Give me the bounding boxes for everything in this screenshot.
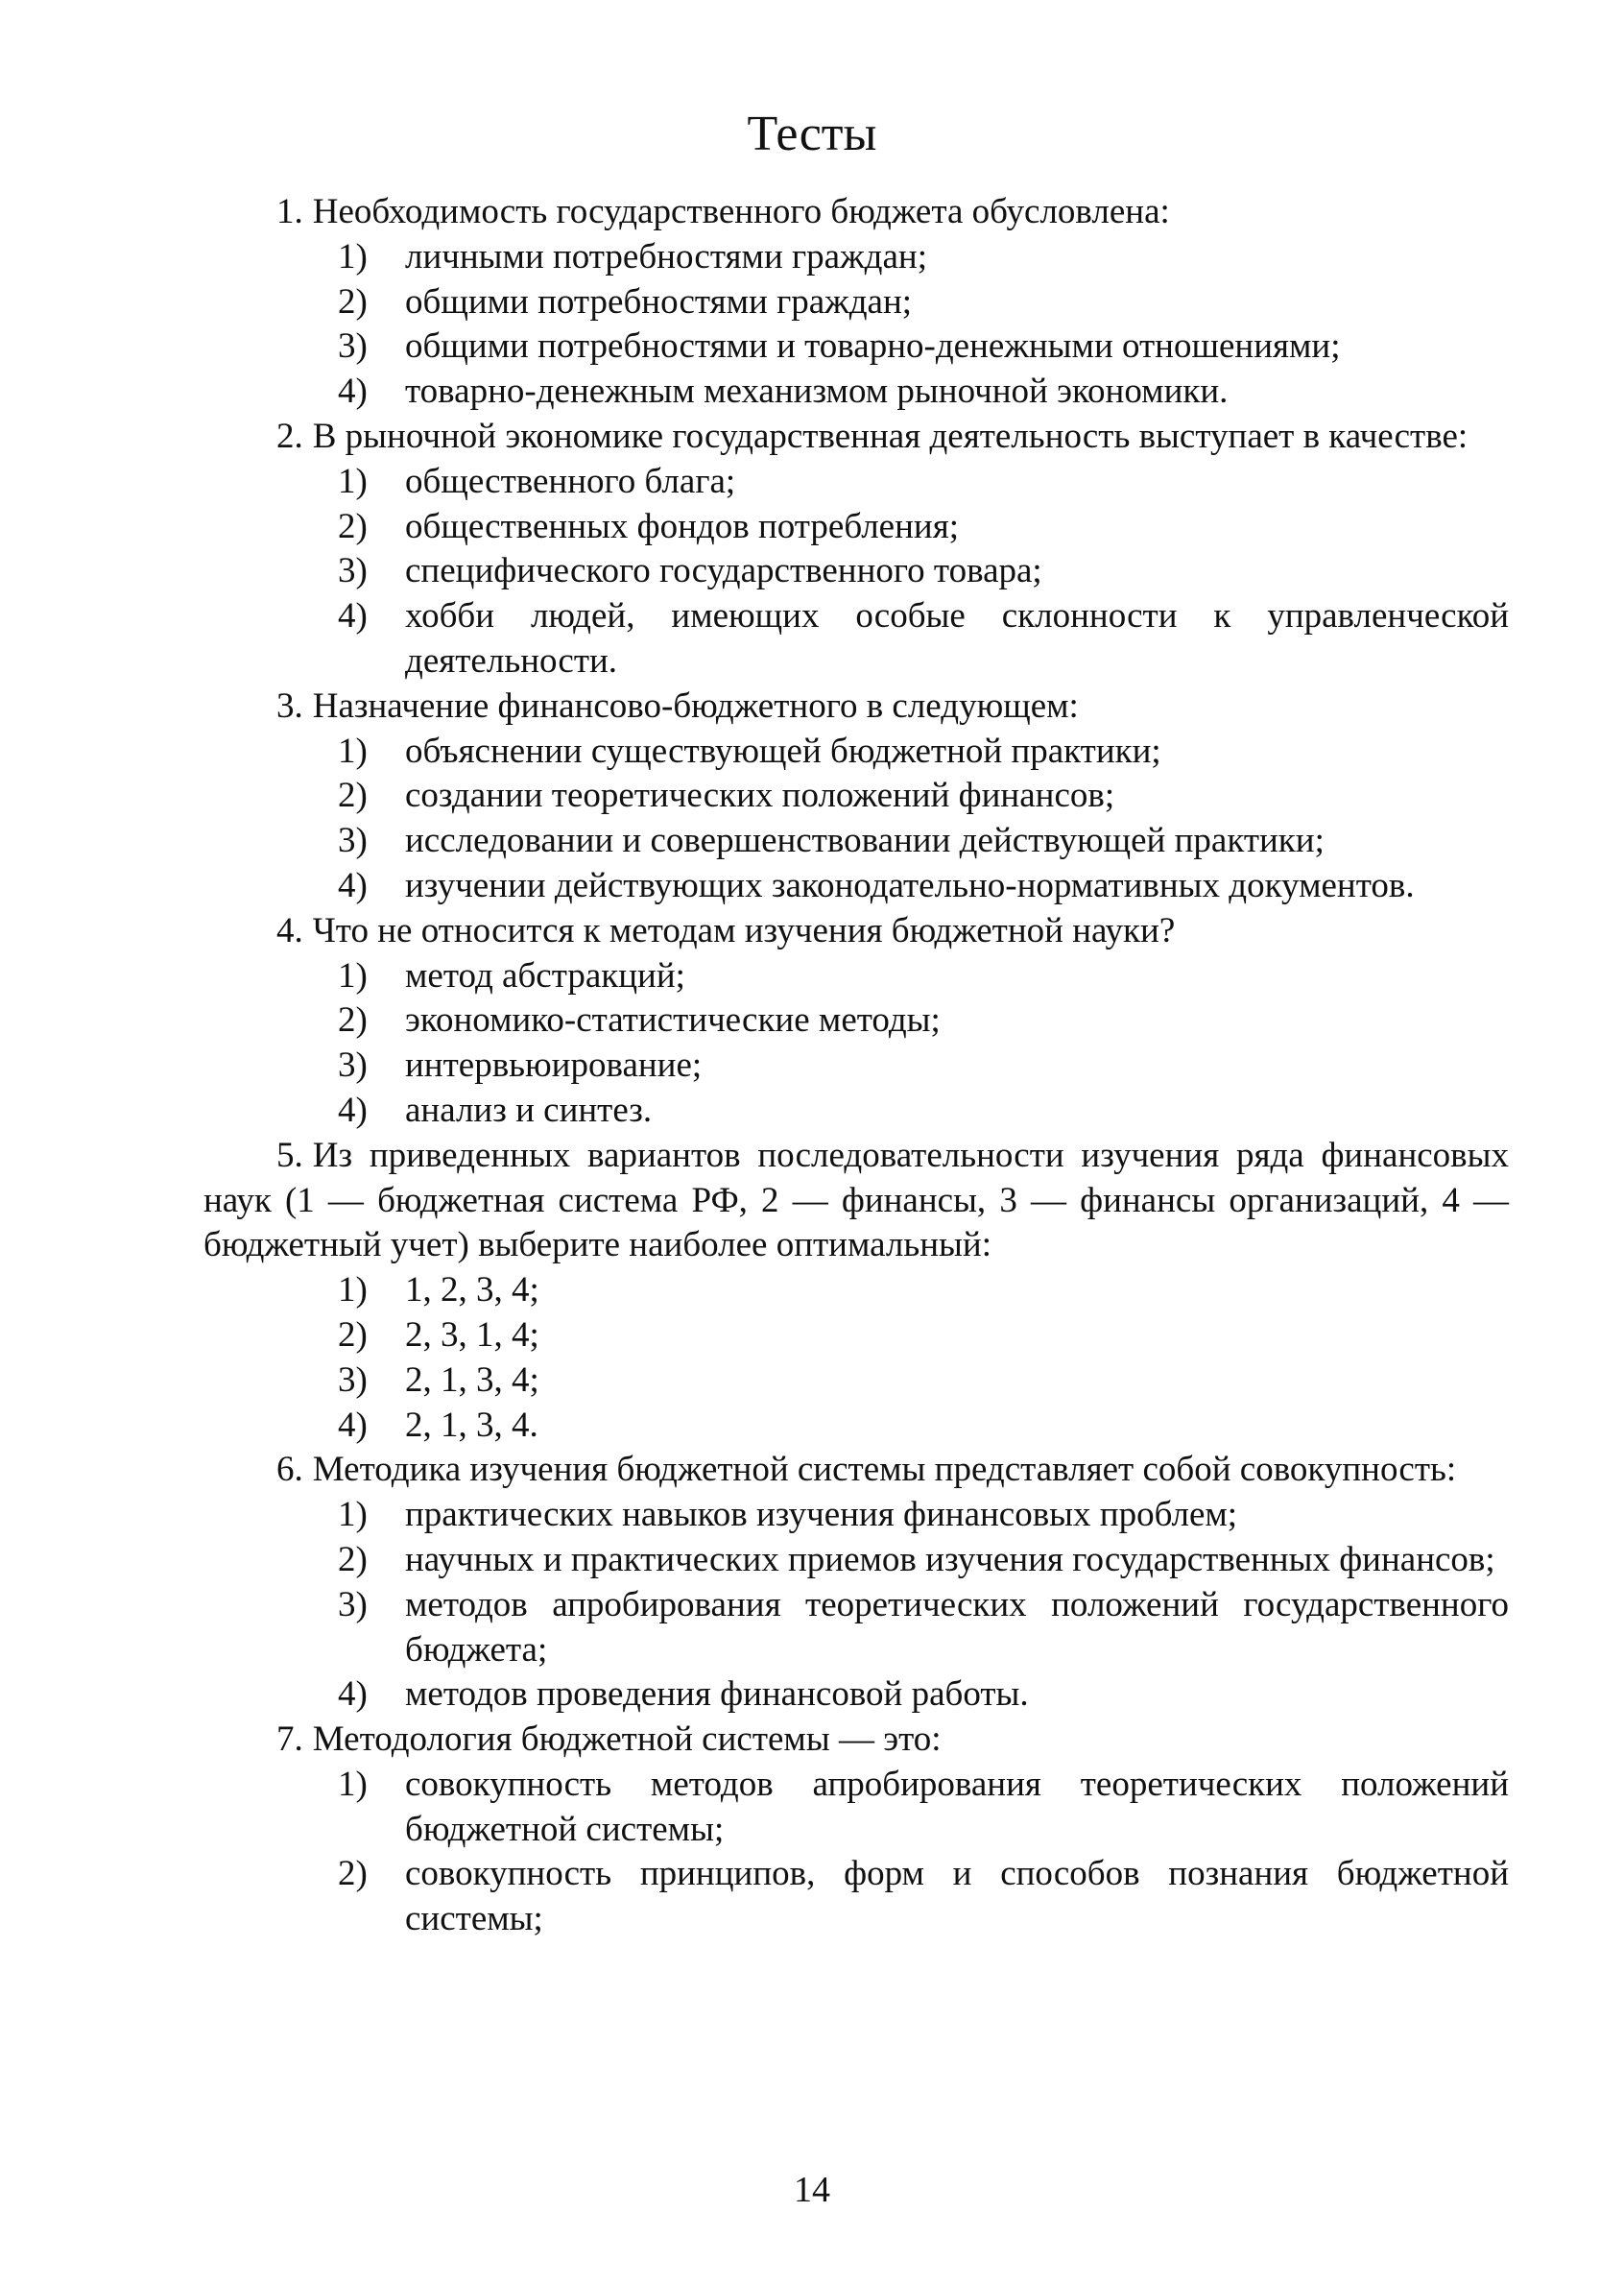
option-text: 2, 1, 3, 4; [405, 1359, 539, 1400]
option-text: общественных фондов потребления; [405, 506, 960, 546]
question-block [203, 190, 1509, 415]
option-text: создании теоретических положений финансов; [405, 776, 1115, 816]
option-number: 3) [338, 551, 368, 591]
option-text: анализ и синтез. [405, 1090, 653, 1130]
test-questions [203, 190, 1509, 1942]
answer-options [203, 1763, 1509, 1942]
option-text: хобби людей, имеющих особые склонности к управленческой деятельности. [405, 596, 1509, 681]
answer-options [203, 1493, 1509, 1718]
question-number: 4. [276, 910, 303, 950]
option-text: 2, 3, 1, 4; [405, 1314, 539, 1355]
answer-option [203, 594, 1509, 685]
answer-option [203, 1852, 1509, 1942]
answer-option [203, 235, 1509, 280]
option-number: 4) [338, 596, 368, 637]
question-text [203, 1134, 1509, 1268]
option-text: 1, 2, 3, 4; [405, 1270, 539, 1310]
option-number: 2) [338, 1000, 368, 1041]
answer-option [203, 549, 1509, 594]
option-text: товарно-денежным механизмом рыночной экономики. [405, 372, 1229, 412]
option-text: исследовании и совершенствовании действующей практики; [405, 821, 1325, 861]
option-text: специфического государственного товара; [405, 551, 1042, 591]
question-number: 7. [276, 1719, 303, 1760]
question-block [203, 1718, 1509, 1942]
question-text [203, 685, 1509, 730]
option-text: практических навыков изучения финансовых проблем; [405, 1495, 1238, 1535]
question-number: 2. [276, 416, 303, 456]
answer-options [203, 1268, 1509, 1448]
option-text: методов проведения финансовой работы. [405, 1674, 1029, 1715]
answer-option [203, 998, 1509, 1044]
question-stem: Методология бюджетной системы — это: [312, 1719, 942, 1760]
option-number: 2) [338, 1539, 368, 1579]
question-number: 1. [276, 192, 303, 231]
answer-option [203, 1268, 1509, 1313]
option-text: экономико-статистические методы; [405, 1000, 941, 1041]
answer-option [203, 505, 1509, 550]
option-text: общими потребностями граждан; [405, 281, 913, 322]
answer-option [203, 774, 1509, 819]
question-block [203, 909, 1509, 1134]
answer-option [203, 1044, 1509, 1089]
option-text: метод абстракций; [405, 955, 685, 996]
option-text: изучении действующих законодательно-нормативных документов. [405, 865, 1415, 905]
question-text [203, 1718, 1509, 1763]
answer-option [203, 370, 1509, 415]
option-number: 2) [338, 1854, 368, 1894]
page-title: Тесты [747, 107, 877, 161]
option-number: 4) [338, 1674, 368, 1715]
question-stem: Что не относится к методам изучения бюджетной науки? [312, 910, 1176, 950]
option-number: 2) [338, 776, 368, 816]
question-block [203, 1448, 1509, 1718]
question-stem: Назначение финансово-бюджетного в следующем: [312, 685, 1079, 726]
option-number: 3) [338, 1584, 368, 1624]
question-number: 6. [276, 1450, 303, 1490]
option-number: 1) [338, 236, 368, 276]
option-text: совокупность принципов, форм и способов познания бюджетной системы; [405, 1854, 1509, 1939]
question-block [203, 1134, 1509, 1449]
answer-options [203, 954, 1509, 1134]
option-text: 2, 1, 3, 4. [405, 1405, 538, 1445]
option-number: 2) [338, 1314, 368, 1355]
answer-option [203, 280, 1509, 325]
option-text: общественного блага; [405, 461, 736, 501]
option-text: объяснении существующей бюджетной практики; [405, 731, 1161, 771]
option-number: 2) [338, 281, 368, 322]
option-text: общими потребностями и товарно-денежными отношениями; [405, 326, 1341, 367]
question-block [203, 685, 1509, 909]
question-stem: Из приведенных вариантов последовательности изучения ряда финансовых наук (1 — бюджетная система РФ, 2 — финансы, 3 — финансы организаций, 4 — бюджетный учет) выберите наиболее оптимальный: [203, 1135, 1509, 1265]
answer-option [203, 1089, 1509, 1134]
option-text: интервьюирование; [405, 1046, 703, 1086]
question-stem: В рыночной экономике государственная деятельность выступает в качестве: [312, 416, 1469, 456]
question-block [203, 415, 1509, 685]
option-number: 1) [338, 731, 368, 771]
option-number: 2) [338, 506, 368, 546]
question-stem: Необходимость государственного бюджета обусловлена: [312, 192, 1170, 231]
answer-option [203, 1763, 1509, 1853]
answer-option [203, 1672, 1509, 1718]
question-text [203, 1448, 1509, 1493]
answer-options [203, 460, 1509, 685]
answer-option [203, 954, 1509, 999]
option-number: 3) [338, 1359, 368, 1400]
option-number: 3) [338, 326, 368, 367]
option-text: методов апробирования теоретических положений государственного бюджета; [405, 1584, 1509, 1670]
option-number: 1) [338, 461, 368, 501]
answer-option [203, 1313, 1509, 1358]
option-text: совокупность методов апробирования теоретических положений бюджетной системы; [405, 1764, 1509, 1849]
option-number: 4) [338, 1405, 368, 1445]
option-number: 1) [338, 1764, 368, 1804]
answer-options [203, 235, 1509, 415]
option-number: 3) [338, 821, 368, 861]
answer-options [203, 730, 1509, 909]
answer-option [203, 1358, 1509, 1404]
option-number: 4) [338, 1090, 368, 1130]
answer-option [203, 819, 1509, 864]
option-number: 1) [338, 1495, 368, 1535]
option-number: 4) [338, 372, 368, 412]
answer-option [203, 460, 1509, 505]
option-number: 1) [338, 1270, 368, 1310]
answer-option [203, 1583, 1509, 1673]
question-number: 5. [276, 1135, 303, 1175]
option-text: научных и практических приемов изучения государственных финансов; [405, 1539, 1495, 1579]
question-number: 3. [276, 685, 303, 726]
answer-option [203, 864, 1509, 909]
option-number: 1) [338, 955, 368, 996]
answer-option [203, 730, 1509, 775]
answer-option [203, 325, 1509, 370]
question-text [203, 909, 1509, 954]
question-text [203, 415, 1509, 460]
option-number: 3) [338, 1046, 368, 1086]
answer-option [203, 1538, 1509, 1583]
answer-option [203, 1404, 1509, 1449]
option-text: личными потребностями граждан; [405, 236, 927, 276]
option-number: 4) [338, 865, 368, 905]
question-text [203, 190, 1509, 235]
question-stem: Методика изучения бюджетной системы представляет собой совокупность: [312, 1450, 1457, 1490]
answer-option [203, 1493, 1509, 1538]
page-number: 14 [794, 2170, 830, 2210]
